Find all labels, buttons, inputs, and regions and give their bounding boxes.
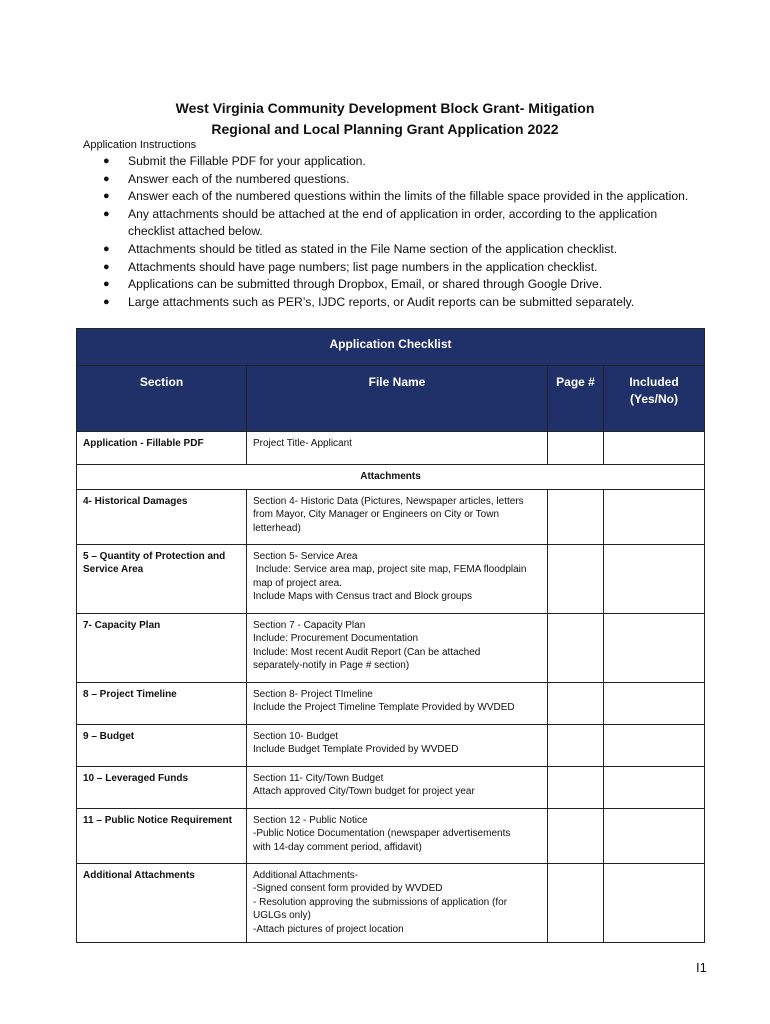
instruction-item: ● Attachments should be titled as stated in the File Name section of the application checklist. [83,241,693,259]
included-field[interactable] [604,766,705,808]
document-title-line-2: Regional and Local Planning Grant Application 2022 [211,121,559,137]
file-name-line: Include the Project Timeline Template Provided by WVDED [253,702,515,714]
file-name-line: Include Maps with Census tract and Block groups [253,591,472,603]
instruction-item: ● Submit the Fillable PDF for your application. [83,153,693,171]
page-number-field[interactable] [548,432,604,465]
attachments-title: Attachments [77,465,705,490]
instructions-list [83,153,693,311]
file-name-line: separately-notify in Page # section) [253,660,410,672]
file-name-line: Section 8- Project TImeline [253,688,373,700]
instruction-item: ● Applications can be submitted through Dropbox, Email, or shared through Google Drive. [83,276,693,294]
file-name-cell [247,808,548,863]
file-name-line: -Public Notice Documentation (newspaper advertisements [253,828,511,840]
checklist-title: Application Checklist [77,329,705,366]
included-field[interactable] [604,724,705,766]
file-name-cell [247,544,548,613]
bullet-icon: ● [103,207,110,220]
application-checklist-table [76,328,705,943]
included-field[interactable] [604,489,705,544]
included-field[interactable] [604,432,705,465]
page-number-field[interactable] [548,863,604,942]
file-name-cell [247,489,548,544]
file-name-cell [247,766,548,808]
section-cell: 11 – Public Notice Requirement [77,808,247,863]
section-cell: 7- Capacity Plan [77,613,247,682]
included-header: Included (Yes/No) [604,366,705,432]
file-name-line: Section 4- Historic Data (Pictures, Newspaper articles, letters [253,495,524,507]
file-name-line: Section 7 - Capacity Plan [253,619,366,631]
instruction-item: ● Attachments should have page numbers; list page numbers in the application checklist. [83,259,693,277]
checklist-row [77,808,705,863]
bullet-icon: ● [103,155,110,167]
included-field[interactable] [604,808,705,863]
bullet-icon: ● [103,260,110,273]
checklist-row [77,613,705,682]
file-name-line: -Attach pictures of project location [253,923,404,935]
application-file-cell: Project Title- Applicant [247,432,548,465]
included-field[interactable] [604,863,705,942]
page-number-field[interactable] [548,766,604,808]
included-field[interactable] [604,682,705,724]
instruction-item: ● Answer each of the numbered questions within the limits of the fillable space provided in the application. [83,188,693,206]
file-name-cell [247,863,548,942]
file-name-line: Include: Procurement Documentation [253,633,419,645]
file-name-header: File Name [247,366,548,432]
file-name-line: Section 12 - Public Notice [253,814,368,826]
file-name-line: Section 10- Budget [253,730,339,742]
section-header: Section [77,366,247,432]
page-number-field[interactable] [548,489,604,544]
file-name-cell [247,613,548,682]
instruction-item: ● Large attachments such as PER’s, IJDC reports, or Audit reports can be submitted separately. [83,294,693,312]
application-section-cell: Application - Fillable PDF [77,432,247,465]
section-cell: 8 – Project Timeline [77,682,247,724]
instructions-label: Application Instructions [83,139,197,151]
bullet-icon: ● [103,295,110,308]
section-cell: Additional Attachments [77,863,247,942]
section-cell: 5 – Quantity of Protection and Service Area [77,544,247,613]
file-name-line: Include: Service area map, project site map, FEMA floodplain [253,564,527,576]
file-name-cell [247,724,548,766]
checklist-row [77,544,705,613]
included-field[interactable] [604,544,705,613]
bullet-icon: ● [103,190,110,203]
file-name-line: Include Budget Template Provided by WVDED [253,744,459,756]
checklist-row [77,489,705,544]
page-number-field[interactable] [548,682,604,724]
file-name-line: Section 5- Service Area [253,550,358,562]
checklist-row [77,724,705,766]
file-name-line: UGLGs only) [253,910,311,922]
file-name-line: - Resolution approving the submissions of application (for [253,896,508,908]
file-name-line: -Signed consent form provided by WVDED [253,883,443,895]
file-name-line: map of project area. [253,577,342,589]
checklist-row [77,863,705,942]
section-cell: 4- Historical Damages [77,489,247,544]
page-number-header: Page # [548,366,604,432]
page-number-field[interactable] [548,544,604,613]
application-row [77,432,705,465]
page-number: I1 [696,960,707,975]
file-name-line: Attach approved City/Town budget for project year [253,786,475,798]
file-name-cell [247,682,548,724]
file-name-line: Additional Attachments- [253,869,359,881]
bullet-icon: ● [103,172,110,185]
section-cell: 9 – Budget [77,724,247,766]
file-name-line: Section 11- City/Town Budget [253,772,384,784]
page-number-field[interactable] [548,808,604,863]
checklist-row [77,682,705,724]
document-title-line-1: West Virginia Community Development Block Grant- Mitigation [175,100,595,116]
instruction-item: ● Any attachments should be attached at the end of application in order, according to the application checklist attached below. [103,206,658,239]
included-field[interactable] [604,613,705,682]
bullet-icon: ● [103,242,110,255]
file-name-line: Include: Most recent Audit Report (Can be attached [253,646,481,658]
page-number-field[interactable] [548,613,604,682]
bullet-icon: ● [103,278,110,291]
file-name-line: letterhead) [253,522,301,534]
instruction-item: ● Answer each of the numbered questions. [83,171,693,189]
file-name-line: from Mayor, City Manager or Engineers on City or Town [253,509,500,521]
checklist-row [77,766,705,808]
section-cell: 10 – Leveraged Funds [77,766,247,808]
file-name-line: with 14-day comment period, affidavit) [253,841,422,853]
page-number-field[interactable] [548,724,604,766]
